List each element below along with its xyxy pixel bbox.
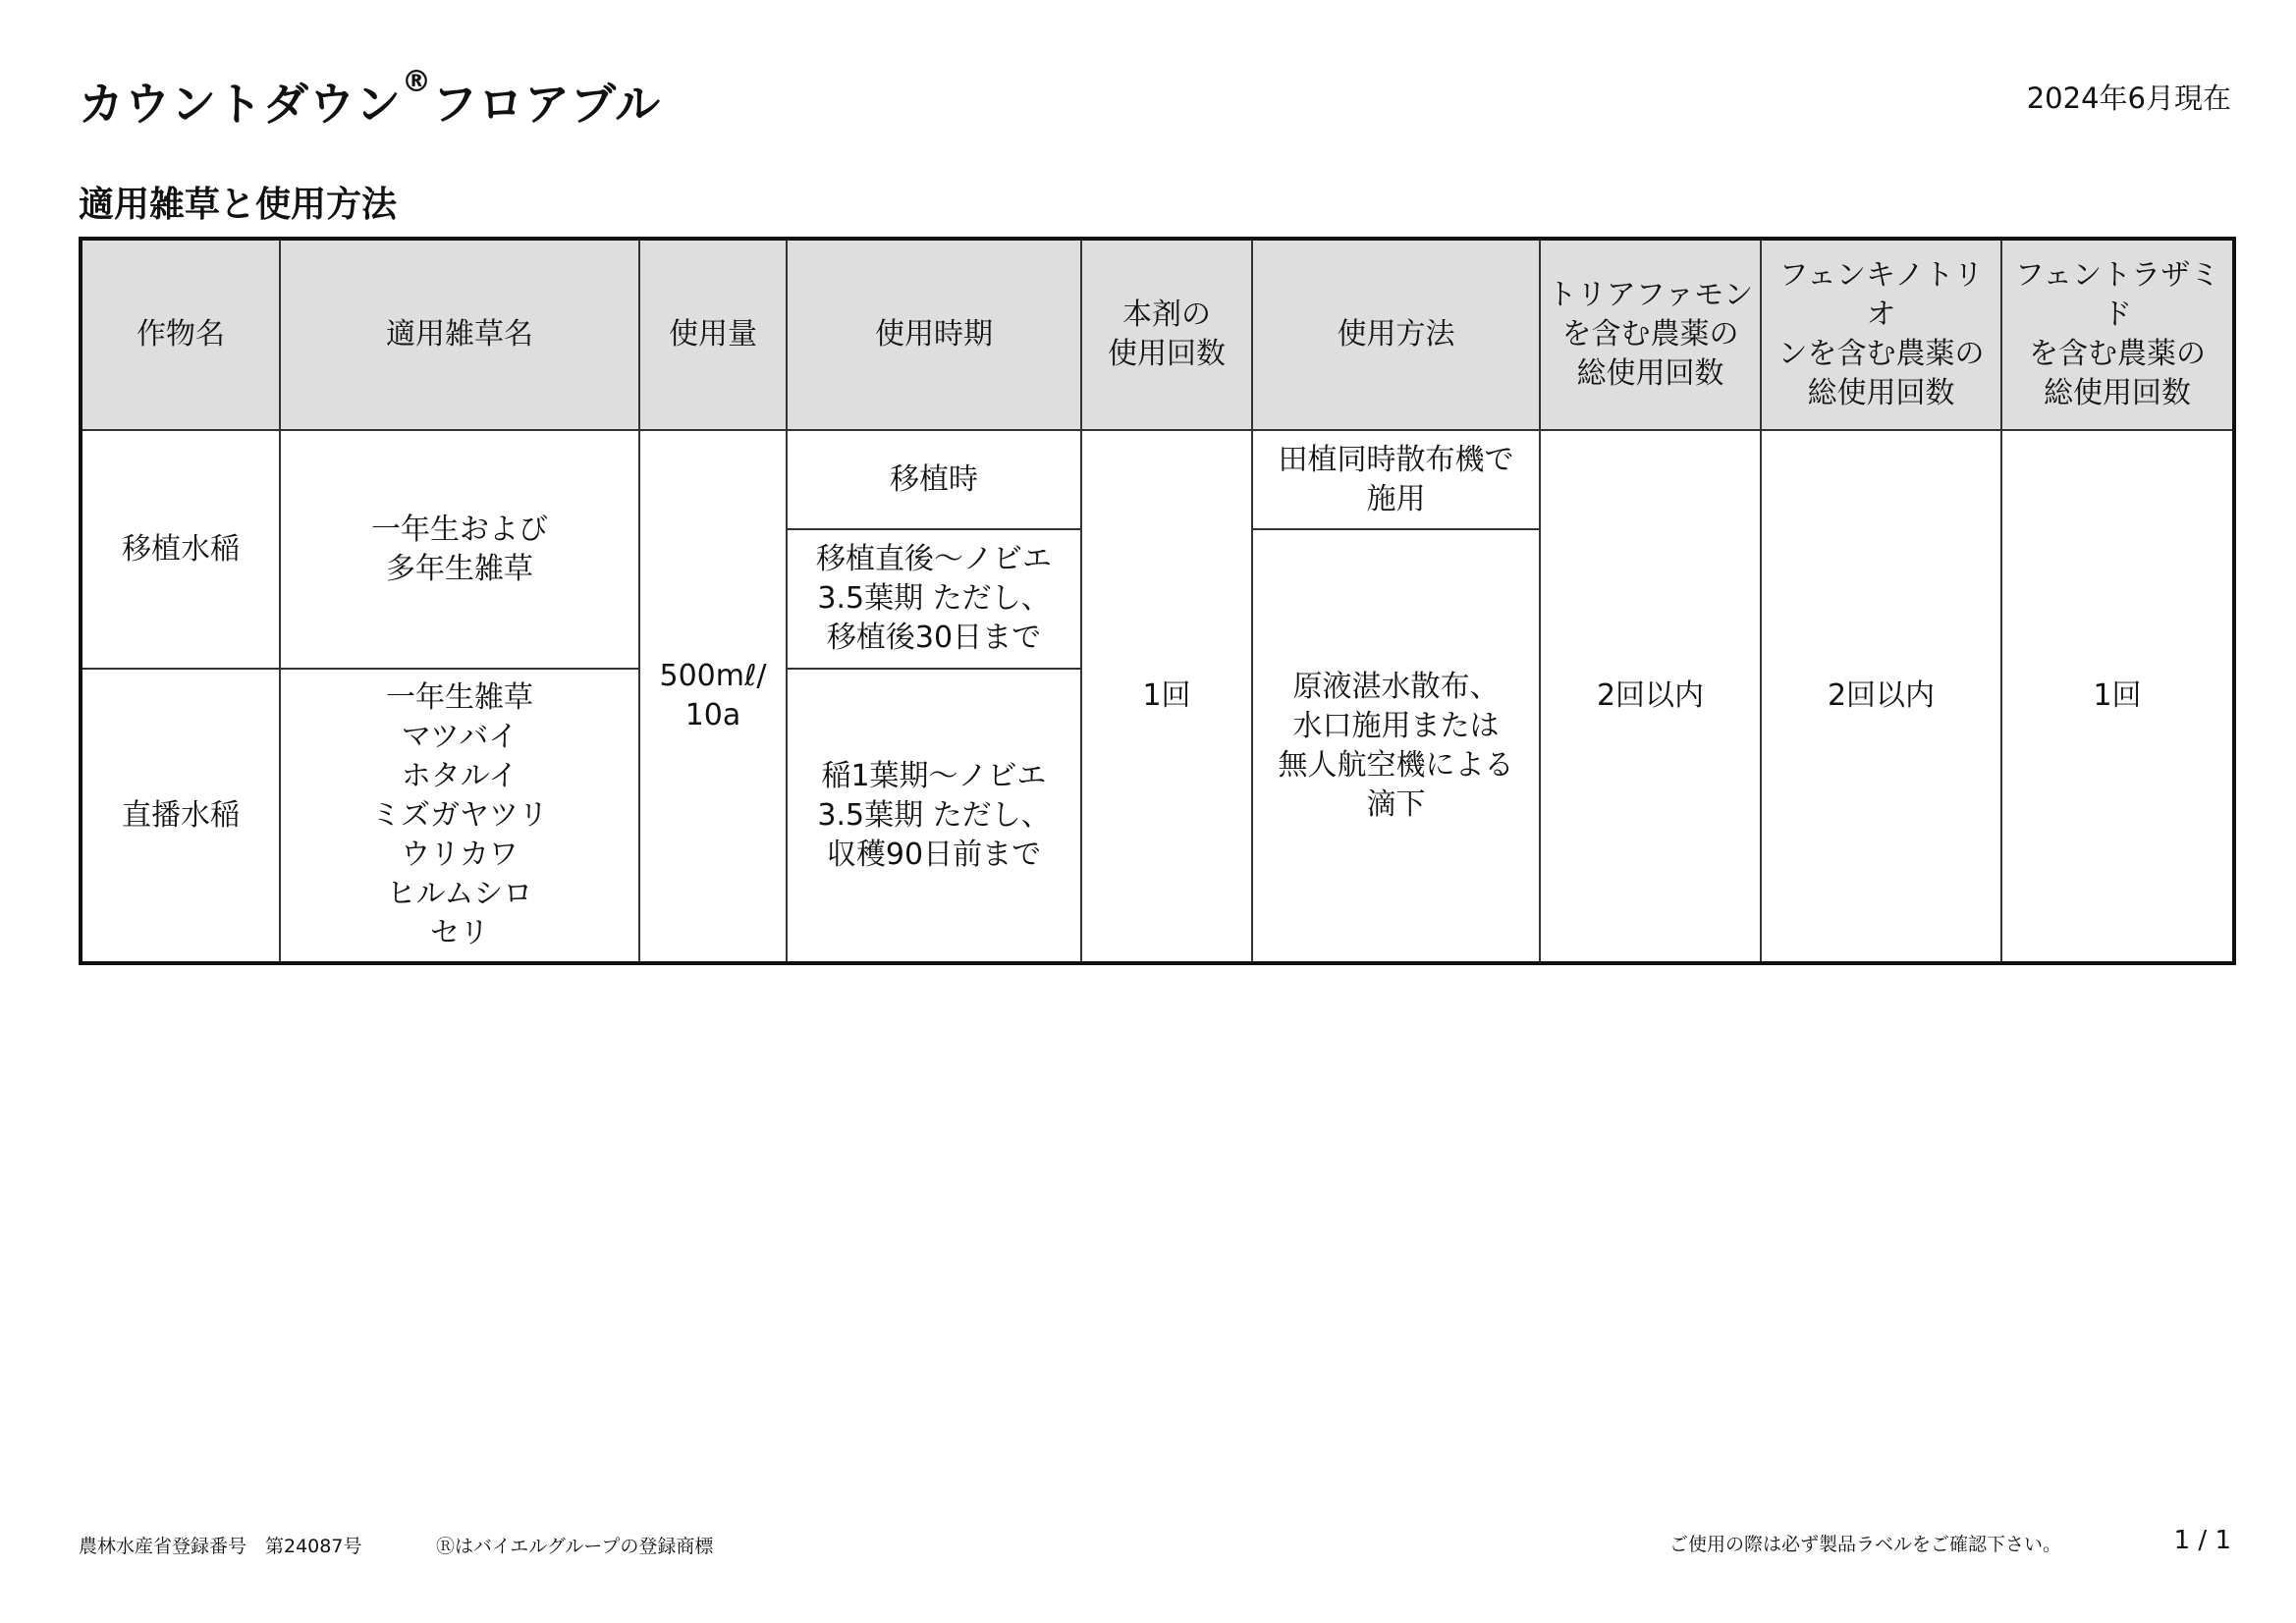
registration-number: 農林水産省登録番号 第24087号 (79, 1536, 362, 1557)
cell-triafamone-count: 2回以内 (1540, 430, 1761, 963)
cell-crop-transplant: 移植水稲 (81, 430, 280, 669)
header-method: 使用方法 (1252, 239, 1540, 430)
cell-timing-after-transplant: 移植直後～ノビエ 3.5葉期 ただし、 移植後30日まで (787, 529, 1081, 669)
table-row (81, 430, 2234, 529)
header-timing: 使用時期 (787, 239, 1081, 430)
header-triafamone-count: トリアファモン を含む農薬の 総使用回数 (1540, 239, 1761, 430)
header-fenquinotrione-count: フェンキノトリオ ンを含む農薬の 総使用回数 (1761, 239, 2001, 430)
header-fentrazamide-count: フェントラザミド を含む農薬の 総使用回数 (2001, 239, 2234, 430)
registered-mark: ® (402, 65, 432, 99)
header-amount: 使用量 (639, 239, 787, 430)
trademark-notice: Ⓡはバイエルグループの登録商標 (436, 1536, 714, 1557)
section-title: 適用雑草と使用方法 (79, 185, 398, 225)
header-crop: 作物名 (81, 239, 280, 430)
cell-timing-direct-seeded: 稲1葉期～ノビエ 3.5葉期 ただし、 収穫90日前まで (787, 669, 1081, 963)
label-notice: ご使用の際は必ず製品ラベルをご確認下さい。 (1669, 1534, 2062, 1555)
document-date: 2024年6月現在 (2026, 81, 2231, 115)
product-title (79, 65, 662, 134)
cell-fenquinotrione-count: 2回以内 (1761, 430, 2001, 963)
cell-weeds-direct-seeded: 一年生雑草 マツバイ ホタルイ ミズガヤツリ ウリカワ ヒルムシロ セリ (280, 669, 639, 963)
cell-amount: 500mℓ/ 10a (639, 430, 787, 963)
cell-weeds-transplant: 一年生および 多年生雑草 (280, 430, 639, 669)
cell-method-rice-transplanter: 田植同時散布機で 施用 (1252, 430, 1540, 529)
header-product-count: 本剤の 使用回数 (1081, 239, 1252, 430)
product-title-tail: フロアブル (432, 78, 662, 131)
cell-timing-at-transplant: 移植時 (787, 430, 1081, 529)
product-title-main: カウントダウン (79, 78, 402, 131)
cell-crop-direct-seeded: 直播水稲 (81, 669, 280, 963)
header-weeds: 適用雑草名 (280, 239, 639, 430)
cell-product-count: 1回 (1081, 430, 1252, 963)
cell-fentrazamide-count: 1回 (2001, 430, 2234, 963)
cell-method-direct-application: 原液湛水散布、 水口施用または 無人航空機による 滴下 (1252, 529, 1540, 963)
table-header-row (81, 239, 2234, 430)
usage-table (79, 237, 2236, 965)
page-number: 1 / 1 (2173, 1526, 2231, 1555)
